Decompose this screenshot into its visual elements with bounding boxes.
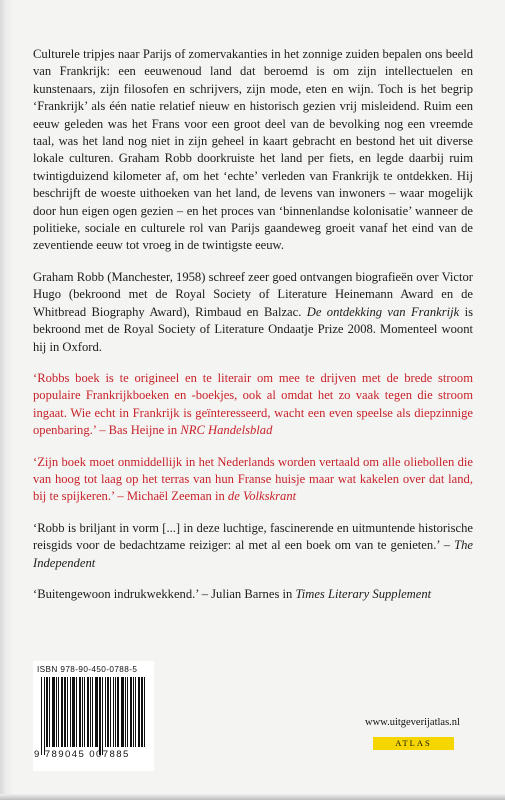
barcode-bar	[44, 677, 45, 755]
quote-source: NRC Handelsblad	[180, 423, 273, 438]
book-title-italic: De ontdekking van Frankrijk	[306, 304, 460, 319]
barcode-bar	[133, 677, 134, 747]
author-bio-text: Graham Robb (Manchester, 1958) schreef zeer goed ontvangen biografieën over Victor Hugo (bekroond met de Royal Society of Literature Heinemann Award en de Whitbread Biography Award), Rimbaud en Balzac.	[33, 269, 473, 319]
barcode-bar	[107, 677, 109, 747]
barcode-bar	[70, 677, 71, 747]
barcode-bar	[90, 677, 91, 747]
barcode-digits: 9 789045 007885	[34, 749, 130, 760]
barcode-bar	[49, 677, 50, 747]
quote-attribution: – Julian Barnes in	[198, 586, 296, 601]
description-text: Culturele tripjes naar Parijs of zomervakanties in het zonnige zuiden bepalen ons beeld van Frankrijk: een eeuwenoud land dat beroemd is om zijn intellectuelen en kunstenaars, zijn filosofen en schrijvers, zijn mode, eten en wijn. Toch is het begrip ‘Frankrijk’ als één natie relatief nieuw en historisch gezien vrij misleidend. Ruim een eeuw geleden was het Frans voor een groot deel van de bevolking nog een vreemde taal, was het land nog niet in zijn geheel in kaart gebracht en bestond het uit diverse lokale culturen. Graham Robb doorkruiste het land per fiets, en legde daarbij ruim twintigduizend kilometer af, om het ‘echte’ verleden van Frankrijk te ontdekken. Hij beschrijft de woeste uithoeken van het land, de levens van inwoners – waar mogelijk door hun eigen ogen gezien – en het proces van ‘binnenlandse kolonisatie’ wanneer de politieke, sociale en culturele rol van Parijs gaandeweg groeit vanaf het eind van de zeventiende eeuw tot vroeg in de twintigste eeuw.	[33, 47, 473, 253]
barcode-bar	[41, 677, 42, 755]
barcode-bar	[105, 677, 106, 747]
quote-attribution: –	[439, 538, 455, 553]
barcode-bar	[72, 677, 75, 747]
author-bio-paragraph	[33, 269, 473, 356]
barcode-bar	[102, 677, 103, 755]
review-quote-3	[33, 520, 473, 572]
barcode-bar	[141, 677, 143, 747]
quote-text: ‘Robb is briljant in vorm [...] in deze luchtige, fascinerende en uitmuntende historische reisgids voor de bedachtzame reiziger: al met al een boek om van te genieten.’	[33, 520, 473, 553]
barcode-bars	[41, 677, 149, 747]
barcode-bar	[56, 677, 57, 747]
publisher-logo: ATLAS	[373, 737, 454, 750]
quote-source: de Volkskrant	[227, 489, 297, 504]
review-quote-4	[33, 586, 473, 603]
publisher-url: www.uitgeverijatlas.nl	[365, 717, 460, 728]
barcode-bar	[113, 677, 114, 747]
barcode-bar	[46, 677, 48, 747]
barcode-bar	[92, 677, 93, 747]
barcode-bar	[76, 677, 77, 747]
barcode-bar	[144, 677, 145, 747]
barcode-bar	[125, 677, 126, 747]
barcode-bar	[95, 677, 98, 747]
barcode-bar	[67, 677, 68, 747]
description-paragraph	[33, 46, 473, 255]
quote-text: ‘Buitengewoon indrukwekkend.’	[33, 586, 199, 601]
barcode-bar	[87, 677, 89, 747]
review-quote-2	[33, 454, 473, 506]
isbn-label: ISBN 978-90-450-0788-5	[37, 665, 138, 674]
blurb-text	[33, 46, 473, 617]
quote-source: Times Literary Supplement	[295, 586, 432, 601]
barcode-bar	[117, 677, 119, 747]
barcode-bar	[61, 677, 63, 747]
barcode-bar	[135, 677, 136, 747]
barcode-bar	[58, 677, 59, 747]
barcode-bar	[127, 677, 128, 747]
barcode-bar	[82, 677, 83, 747]
quote-attribution: – Michaël Zeeman in	[114, 489, 228, 504]
review-quote-1	[33, 370, 473, 440]
barcode-bar	[130, 677, 132, 747]
barcode-bar	[64, 677, 66, 747]
quote-source: The Independent	[33, 538, 474, 570]
quote-text: ‘Zijn boek moet onmiddellijk in het Nederlands worden vertaald om alle oliebollen die van hoog tot laag op het terras van hun Franse huisje maar wat kakelen over dat land, bij te spijkeren.’	[33, 454, 473, 504]
barcode-bar	[138, 677, 140, 747]
barcode-bar	[115, 677, 116, 747]
barcode-bar	[52, 677, 55, 747]
quote-text: ‘Robbs boek is te origineel en te literair om mee te drijven met de brede stroom populaire Frankrijkboeken en -boekjes, ook al omdat het zo vaak tegen die stroom ingaat. Wie echt in Frankrijk is geïnteresseerd, wacht een even speelse als diepzinnige openbaring.’	[33, 370, 473, 438]
barcode-bar	[99, 677, 101, 755]
quote-attribution: – Bas Heijne in	[96, 423, 181, 438]
barcode-bar	[110, 677, 111, 747]
barcode-bar	[84, 677, 85, 747]
barcode-bar	[121, 677, 124, 747]
author-bio-text-end: is bekroond met de Royal Society of Literature Ondaatje Prize 2008. Momenteel woont hij in Oxford.	[33, 304, 473, 354]
isbn-barcode	[33, 661, 154, 771]
barcode-bar	[79, 677, 81, 747]
